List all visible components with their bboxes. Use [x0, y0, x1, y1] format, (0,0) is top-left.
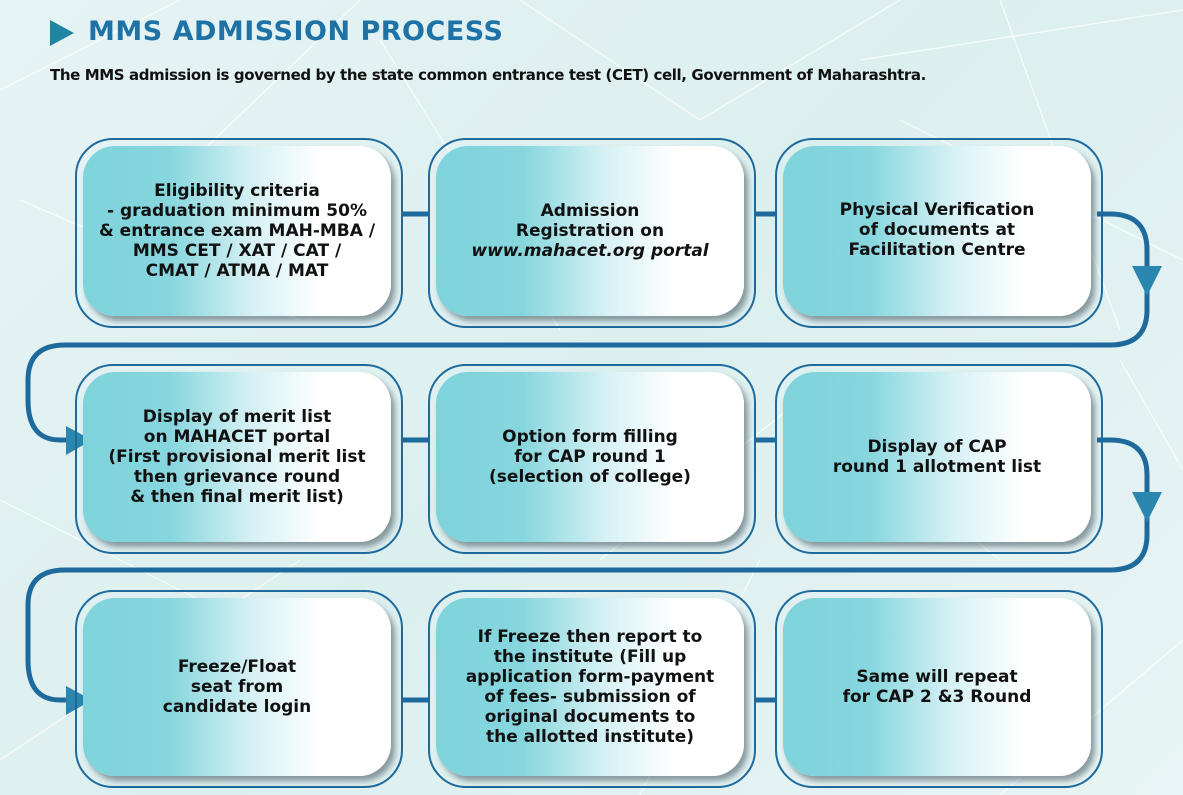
step-1-eligibility: Eligibility criteria - graduation minimum 50% & entrance exam MAH-MBA / MMS CET / XAT / CAT / CMAT / ATMA / MAT	[75, 138, 403, 328]
page-title: MMS ADMISSION PROCESS	[88, 16, 504, 47]
arrow-down-icon	[1132, 266, 1162, 296]
portal-link[interactable]: www.mahacet.org portal	[471, 241, 709, 261]
step-9-repeat-cap: Same will repeat for CAP 2 &3 Round	[775, 590, 1103, 788]
page-subtitle: The MMS admission is governed by the state common entrance test (CET) cell, Government of Maharashtra.	[50, 66, 926, 84]
step-6-allotment-list: Display of CAP round 1 allotment list	[775, 364, 1103, 554]
step-2-registration: Admission Registration on www.mahacet.org portal	[428, 138, 756, 328]
arrow-down-icon	[1132, 492, 1162, 522]
step-3-physical-verification: Physical Verification of documents at Facilitation Centre	[775, 138, 1103, 328]
step-8-report-institute: If Freeze then report to the institute (Fill up application form-payment of fees- submission of original documents to the allotted institute)	[428, 590, 756, 788]
step-4-merit-list: Display of merit list on MAHACET portal (First provisional merit list then grievance round & then final merit list)	[75, 364, 403, 554]
step-5-option-form: Option form filling for CAP round 1 (selection of college)	[428, 364, 756, 554]
step-7-freeze-float: Freeze/Float seat from candidate login	[75, 590, 403, 788]
